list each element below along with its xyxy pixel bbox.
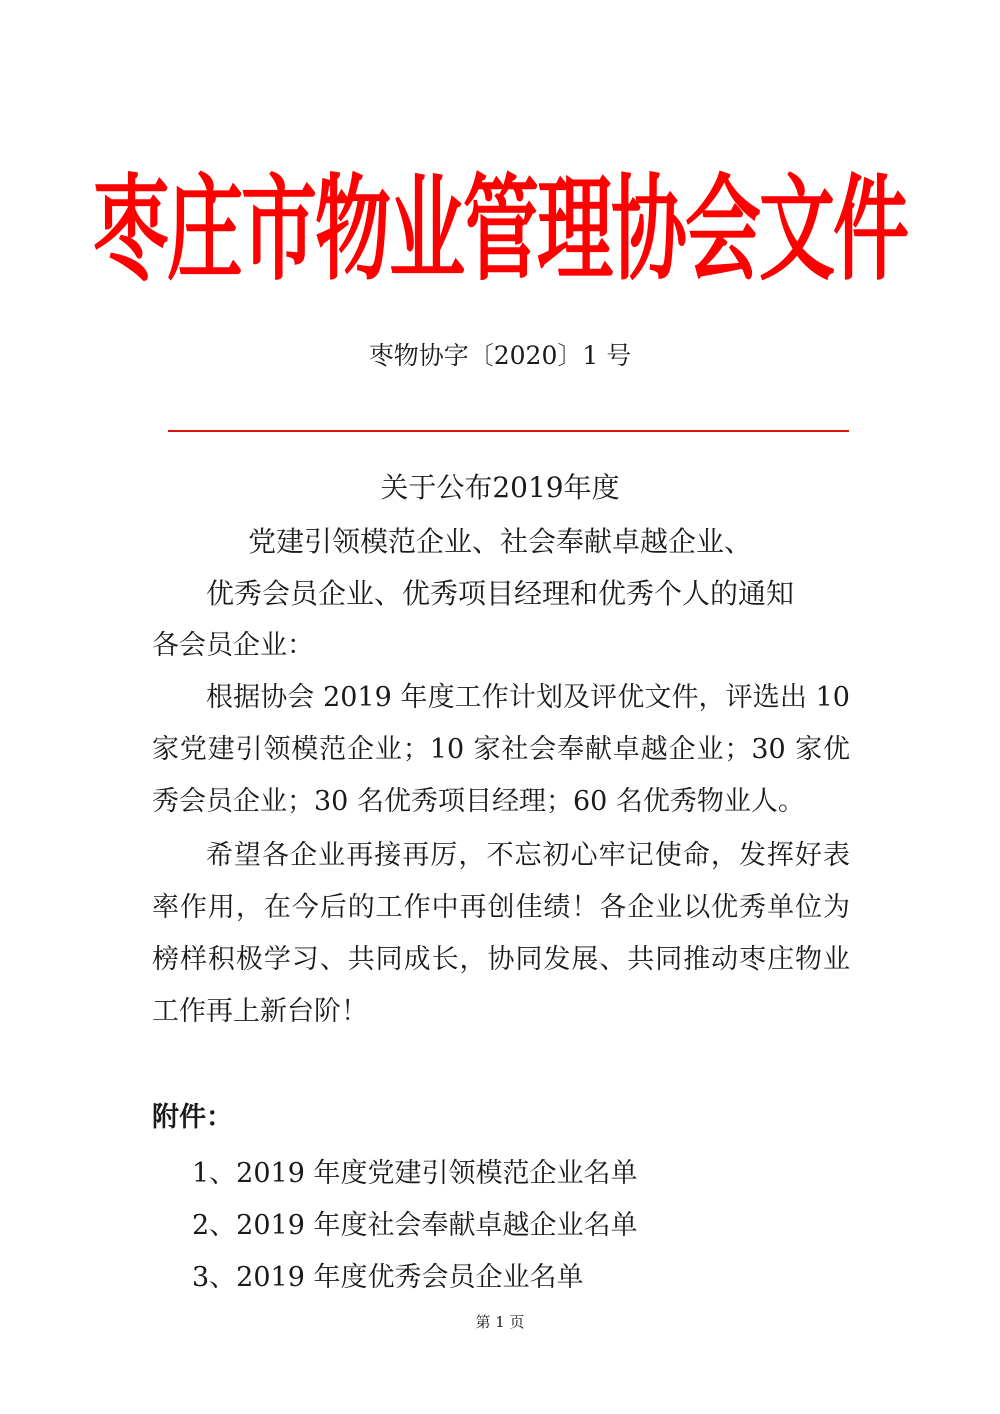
attachment-item-3: 3、2019 年度优秀会员企业名单 xyxy=(192,1262,584,1293)
body-paragraph-2: 希望各企业再接再厉，不忘初心牢记使命，发挥好表率作用，在今后的工作中再创佳绩！各企业以优秀单位为榜样积极学习、共同成长，协同发展、共同推动枣庄物业工作再上新台阶！ xyxy=(152,840,850,1027)
notice-title-line-1: 关于公布2019年度 xyxy=(380,471,620,504)
notice-title-line-2: 党建引领模范企业、社会奉献卓越企业、 xyxy=(247,525,752,558)
body-paragraph-1: 根据协会 2019 年度工作计划及评优文件，评选出 10 家党建引领模范企业；10 家社会奉献卓越企业；30 家优秀会员企业；30 名优秀项目经理；60 名优秀物业人。 xyxy=(152,682,850,817)
notice-title-line-3: 优秀会员企业、优秀项目经理和优秀个人的通知 xyxy=(205,577,794,610)
document-masthead: 枣庄市物业管理协会文件 xyxy=(93,162,907,296)
attachments-label: 附件： xyxy=(152,1102,233,1133)
salutation: 各会员企业： xyxy=(152,630,314,661)
document-number: 枣物协字〔2020〕1 号 xyxy=(368,341,632,370)
attachment-item-2: 2、2019 年度社会奉献卓越企业名单 xyxy=(192,1210,638,1241)
attachment-item-1: 1、2019 年度党建引领模范企业名单 xyxy=(192,1158,638,1189)
header-divider xyxy=(168,430,849,432)
page-number: 第 1 页 xyxy=(475,1313,525,1331)
attachments-list xyxy=(192,1148,637,1304)
